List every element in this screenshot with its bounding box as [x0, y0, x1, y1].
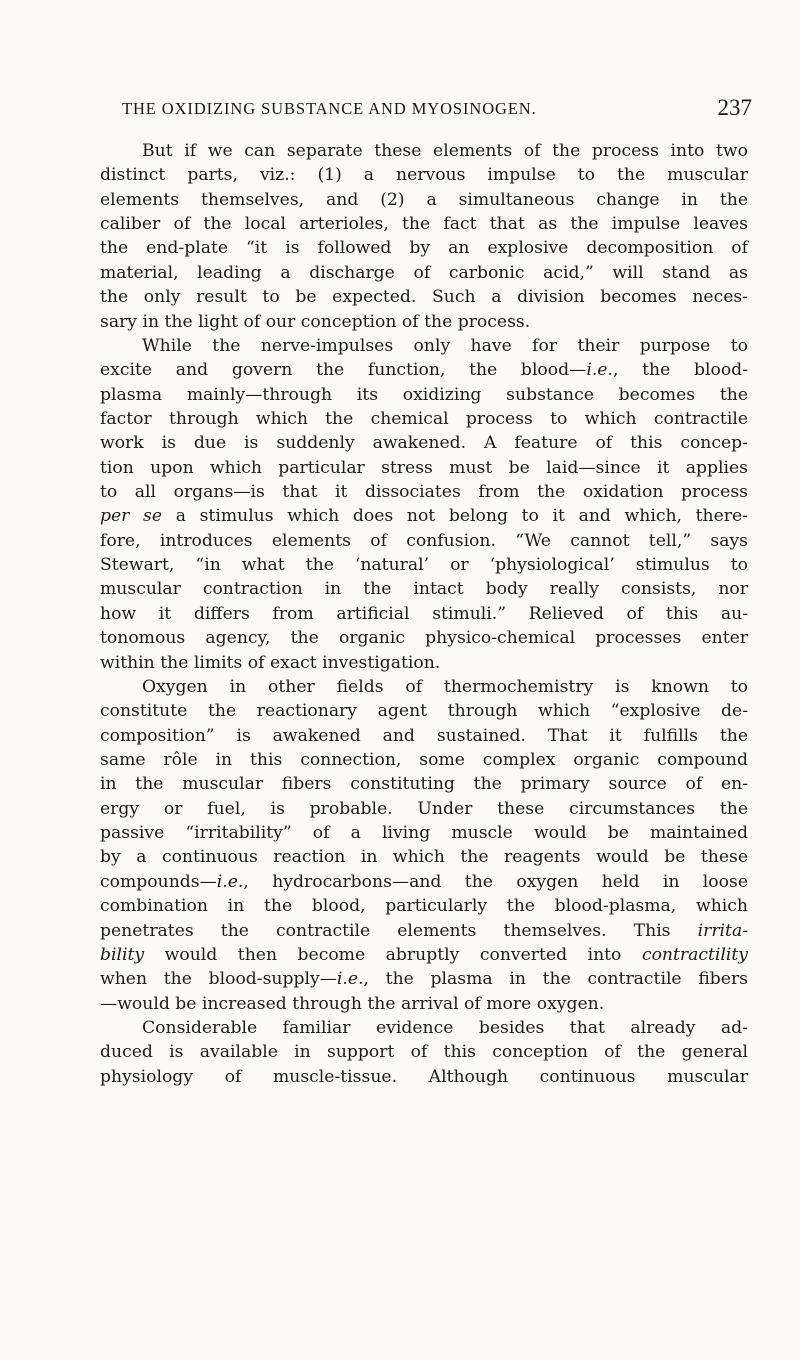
text-line: fore, introduces elements of confusion. “We cannot tell,” says [100, 530, 748, 551]
text-line: composition” is awakened and sustained. That it fulfills the [100, 725, 748, 746]
running-head [52, 97, 752, 125]
text-line: distinct parts, viz.: (1) a nervous impulse to the muscular [100, 165, 748, 186]
text-line: Oxygen in other fields of thermochemistry is known to [142, 676, 748, 697]
text-line: —would be increased through the arrival of more oxygen. [100, 993, 605, 1014]
text-line: Stewart, “in what the ‘natural’ or ‘physiological’ stimulus to [100, 555, 748, 576]
text-line: material, leading a discharge of carbonic acid,” will stand as [100, 262, 748, 283]
text-line: bility would then become abruptly converted into contractility [100, 944, 748, 965]
text-line: ergy or fuel, is probable. Under these circumstances the [100, 798, 748, 819]
text-line: physiology of muscle-tissue. Although continuous muscular [100, 1066, 748, 1087]
text-line: But if we can separate these elements of the process into two [142, 141, 748, 161]
text-line: muscular contraction in the intact body really consists, nor [100, 579, 748, 600]
text-line: in the muscular fibers constituting the primary source of en- [100, 774, 748, 795]
text-line: sary in the light of our conception of the process. [100, 311, 531, 332]
text-line: factor through which the chemical process to which contractile [100, 408, 748, 429]
text-line: excite and govern the function, the blood—i.e., the blood- [100, 360, 748, 381]
running-title: THE OXIDIZING SUBSTANCE AND MYOSINOGEN. [122, 99, 537, 118]
text-line: work is due is suddenly awakened. A feature of this concep- [100, 433, 748, 454]
text-line: the end-plate “it is followed by an explosive decomposition of [100, 238, 748, 259]
body-text [100, 139, 748, 1089]
text-line: elements themselves, and (2) a simultaneous change in the [100, 189, 748, 210]
text-line: same rôle in this connection, some complex organic compound [100, 749, 748, 770]
text-line: penetrates the contractile elements themselves. This irrita- [100, 920, 748, 941]
text-line: tion upon which particular stress must be laid—since it applies [100, 457, 748, 478]
text-line: how it differs from artificial stimuli.” Relieved of this au- [100, 603, 748, 624]
text-line: Considerable familiar evidence besides that already ad- [142, 1017, 748, 1038]
text-line: to all organs—is that it dissociates from the oxidation process [100, 482, 748, 503]
text-line: by a continuous reaction in which the reagents would be these [100, 847, 748, 868]
text-line: the only result to be expected. Such a division becomes neces- [100, 287, 748, 308]
text-line: when the blood-supply—i.e., the plasma in the contractile fibers [100, 969, 748, 990]
page-number: 237 [717, 95, 752, 120]
text-line: passive “irritability” of a living muscle would be maintained [100, 823, 748, 844]
text-line: per se a stimulus which does not belong to it and which, there- [100, 506, 748, 527]
text-line: compounds—i.e., hydrocarbons—and the oxygen held in loose [100, 871, 748, 892]
text-line: tonomous agency, the organic physico-chemical processes enter [100, 628, 748, 649]
text-line: within the limits of exact investigation. [100, 652, 441, 673]
text-line: plasma mainly—through its oxidizing substance becomes the [100, 384, 748, 405]
text-line: caliber of the local arterioles, the fact that as the impulse leaves [100, 214, 748, 235]
text-line: duced is available in support of this conception of the general [100, 1042, 748, 1063]
text-line: While the nerve-impulses only have for their purpose to [142, 335, 748, 356]
text-line: combination in the blood, particularly the blood-plasma, which [100, 896, 748, 917]
text-line: constitute the reactionary agent through which “explosive de- [100, 701, 748, 722]
